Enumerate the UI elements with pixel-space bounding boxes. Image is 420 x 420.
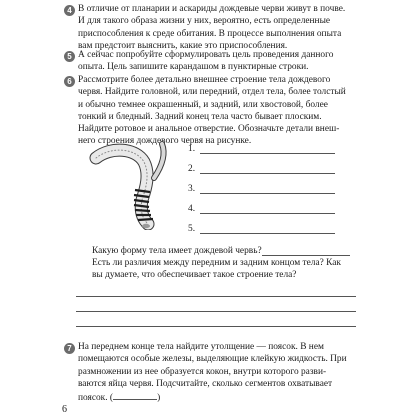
text-line: него строения дождевого червя на рисунке. [78,136,252,147]
closing-paren: ) [157,393,161,404]
task-number-badge: 7 [64,343,75,354]
text-line: тонкий и бледный. Задний конец тела часто бывает плоским. [78,111,322,122]
text-line: Рассмотрите более детально внешнее строение тела дождевого [78,75,331,85]
task-7-text [78,341,347,404]
answer-line[interactable] [200,173,335,174]
label-number: 4. [188,204,196,214]
task-6-text [78,74,346,148]
answer-line[interactable] [200,153,335,154]
task-5-text [78,49,333,74]
text-line: червя. Найдите головной, или передний, отдел тела, более толстый [78,87,346,98]
text-line: Есть ли различия между передним и задним концом тела? Как [92,258,341,268]
question-body-shape: Какую форму тела имеет дождевой червь? [92,246,262,256]
text-line: А сейчас попробуйте сформулировать цель проведения данного [78,50,334,60]
text-line: приспособления к среде обитания. В процессе выполнения опыта [78,28,342,39]
answer-line[interactable] [200,233,335,234]
text-line: На переднем конце тела найдите утолщение — поясок. В нем [78,342,324,352]
task-number-badge: 6 [64,76,75,87]
writing-line[interactable] [76,326,356,327]
text-fragment: поясок. ( [78,393,114,404]
text-line: помещаются особые железы, выделяющие клейкую жидкость. При [78,354,347,365]
text-line: ваются яйца червя. Подсчитайте, сколько сегментов охватывает [78,378,333,389]
text-line: опыта. Цель запишите карандашом в пунктирные строки. [78,62,309,73]
text-line [78,390,347,404]
label-number: 5. [188,224,196,234]
answer-line[interactable] [200,193,335,194]
text-line: вы думаете, что обеспечивает такое строение тела? [92,270,297,281]
answer-line[interactable] [200,213,335,214]
text-line: размножении из нее образуется кокон, внутри которого разви- [78,366,327,377]
label-number: 3. [188,184,196,194]
earthworm-illustration [76,140,186,230]
task-number-badge: 4 [64,5,75,16]
writing-line[interactable] [76,311,356,312]
text-line: и обычно темнее окрашенный, и задний, или хвостовой, более [78,99,328,110]
task-4-text [78,3,345,52]
text-line: И для такого образа жизни у них, вероятно, есть определенные [78,16,331,27]
text-line: Найдите ротовое и анальное отверстие. Обозначьте детали внеш- [78,124,340,135]
task-number-badge: 5 [64,51,75,62]
segment-count-blank[interactable] [113,390,157,400]
page-number: 6 [62,404,67,415]
label-number: 1. [188,144,196,154]
question-ends [92,257,341,282]
label-number: 2. [188,164,196,174]
text-line: В отличие от планарии и аскариды дождевые черви живут в почве. [78,4,346,14]
writing-line[interactable] [76,296,356,297]
text-line: вам предстоит выяснить, какие это приспособления. [78,40,288,51]
answer-line[interactable] [262,255,350,256]
